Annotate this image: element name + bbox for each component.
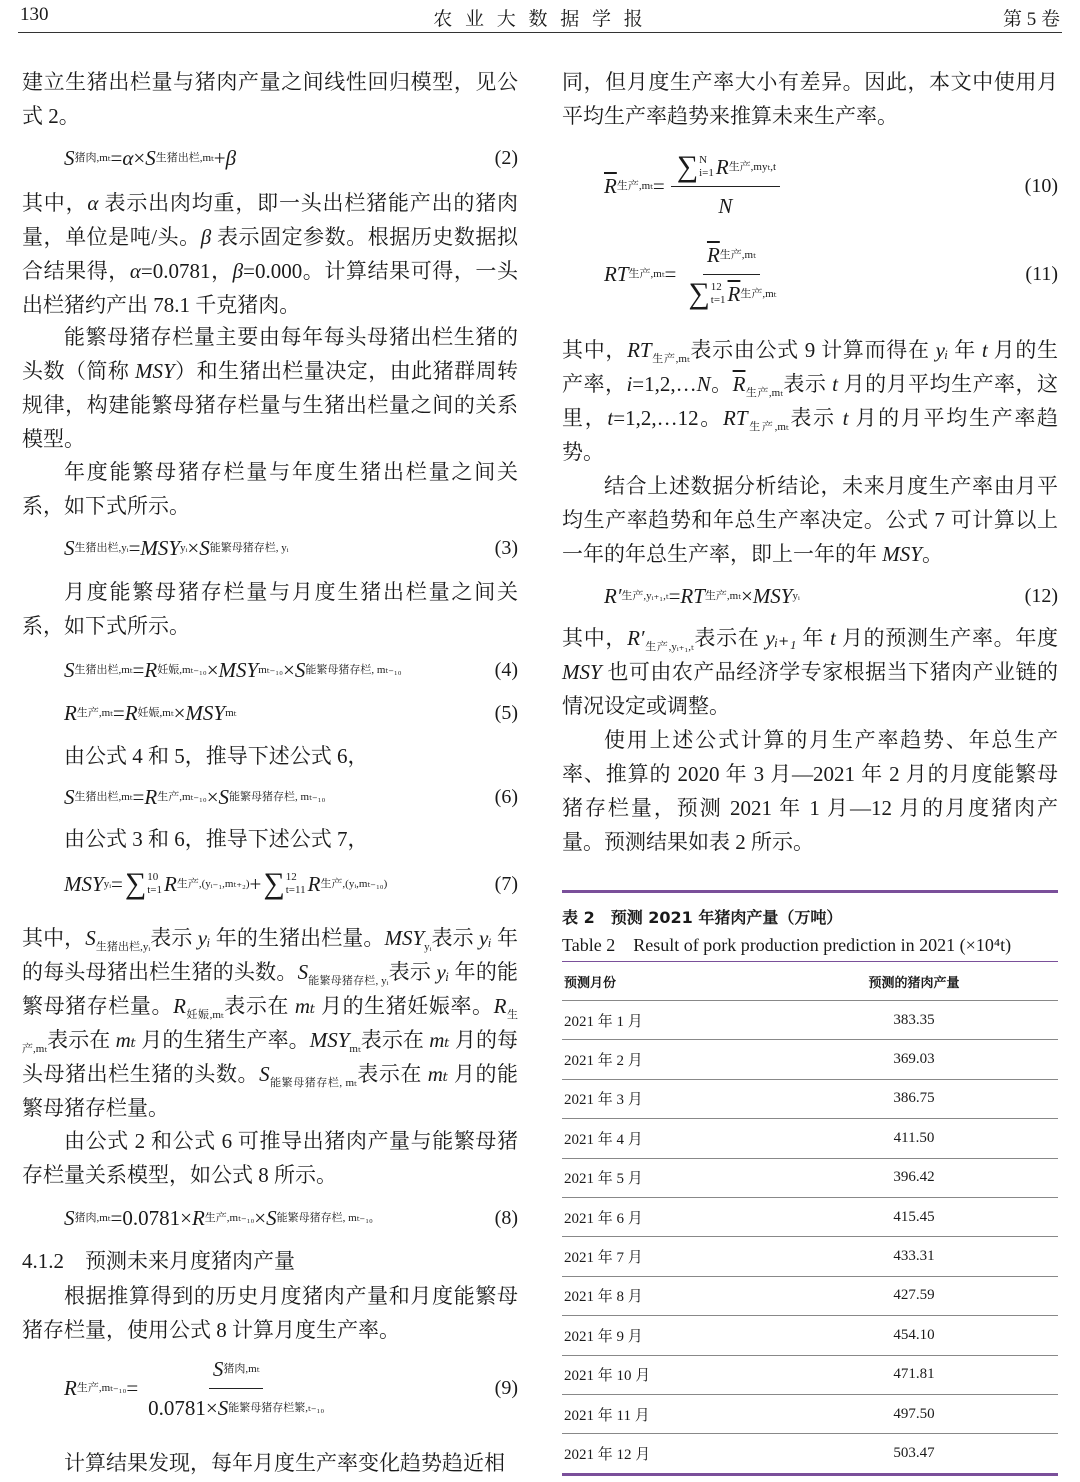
text-run: 其中， [562,626,628,650]
text-run: 0.0781× [148,1395,218,1420]
equation-body: R 生产,mₜ = R 妊娠,mₜ × MSY mₜ [64,696,236,730]
month-cell: 2021 年 5 月 [564,1171,643,1188]
text-run: 表示 [150,926,198,950]
equation-number: (7) [494,873,518,895]
math-symbol: β [225,146,237,170]
math-symbol: MSY [185,701,226,725]
equation-5 [22,693,518,733]
text-run: × [254,1206,267,1230]
production-cell: 396.42 [893,1169,935,1186]
math-symbol: S [212,1356,224,1381]
equation-11 [562,236,1058,312]
text-run: = [132,658,145,682]
table-row [562,1118,1058,1157]
text-run: × [187,536,200,560]
summation [263,869,305,899]
text-run: 年 [948,338,982,362]
math-symbol: MSY [64,872,104,896]
text-run: = [128,536,141,560]
text-run: 。 [921,542,943,566]
math-symbol: S [64,785,75,809]
text-run: 月度能繁母猪存栏量与月度生猪出栏量之间关系，如下式所示。 [22,580,518,638]
paragraph [22,1124,518,1192]
math-symbol: R [493,994,507,1018]
math-symbol: yᵢ₊₁ [765,626,797,650]
math-overbar-symbol: $\overline{R}$ [604,174,617,198]
text-run: 建立生猪出栏量与猪肉产量之间线性回归模型，见公式 2。 [22,70,518,128]
text-run: 。 [710,372,733,396]
table-row [562,1276,1058,1315]
lower-limit: t=1 [710,293,726,306]
math-symbol: MSY [882,542,922,566]
text-run: = [652,174,665,198]
math-subscript: 妊娠,mₜ [185,1009,224,1021]
math-symbol: β [200,225,212,249]
math-symbol: RT [723,406,748,430]
text-run: 年度能繁母猪存栏量与年度生猪出栏量之间关系，如下式所示。 [22,460,518,518]
math-symbol: α [129,259,141,283]
table-row [562,1433,1058,1472]
table-row [562,1394,1058,1433]
text-run: 年 [796,626,831,650]
math-symbol: RT [627,338,652,362]
math-symbol: R [173,994,186,1018]
text-run: 月的能繁母猪存栏量。 [22,1062,519,1120]
text-run: 表示在 [223,994,295,1018]
math-symbol: S [217,1395,229,1420]
math-symbol: α [87,191,99,215]
text-run: =0.0781× [110,1206,192,1230]
text-run: × [133,146,146,170]
text-run: 表示 [782,372,833,396]
math-symbol: R′ [604,584,622,608]
table-header-row [562,961,1058,1000]
math-symbol: R′ [627,626,645,650]
math-subscript: yᵢ [424,941,432,953]
equation-number: (11) [1025,263,1058,285]
math-symbol: N [718,193,733,218]
math-symbol: S [64,1206,75,1230]
production-cell: 427.59 [893,1287,935,1304]
table-row [562,1355,1058,1394]
production-cell: 433.31 [893,1248,935,1265]
math-symbol: R [124,701,138,725]
math-symbol: RT [604,262,629,286]
math-symbol: mₜ [429,1028,450,1052]
paragraph [562,469,1058,571]
text-run: 表示 [388,960,437,984]
table-bottom-rule [562,1473,1058,1476]
text-run: 月的生猪妊娠率。 [315,994,494,1018]
text-run: =0.0781， [140,259,233,283]
table-caption: 表 2 预测 2021 年猪肉产量（万吨） [562,908,843,927]
math-symbol: yᵢ [436,960,450,984]
text-run: =1,2,… [632,372,697,396]
text-run: 表示出肉均重，即一头出栏猪能产出的猪肉量，单位是吨/头。 [22,191,519,249]
summation-limits [286,871,306,897]
production-cell: 369.03 [893,1051,935,1068]
text-run: × [173,701,186,725]
math-symbol: S [294,658,306,682]
month-cell: 2021 年 10 月 [564,1368,651,1385]
math-symbol: R [144,658,158,682]
equation-9 [22,1352,518,1424]
math-symbol: R [64,1376,77,1400]
text-run: × [282,658,295,682]
lower-limit: t=1 [147,884,162,896]
text-run: 表示 [431,926,480,950]
production-cell: 471.81 [893,1366,935,1383]
month-cell: 2021 年 1 月 [564,1013,643,1030]
equation-10 [562,148,1058,224]
section-heading [22,1244,518,1278]
paragraph [562,333,1058,469]
paragraph [22,739,518,773]
text-run: 由公式 4 和 5，推导下述公式 6， [64,744,369,768]
math-subscript: 生产,mₜ [745,387,783,399]
math-symbol: MSY [140,536,181,560]
equation-6 [22,777,518,817]
page-number: 130 [20,4,49,25]
text-run: =1,2,…12。 [613,406,723,430]
table-row [562,1039,1058,1078]
production-cell: 454.10 [893,1326,935,1343]
math-symbol: S [85,926,96,950]
text-run: 年的生猪出栏量。 [210,926,385,950]
text-run: 也可由农产品经济学专家根据当下猪肉产业链的情况设定或调整。 [562,660,1058,718]
text-run: 年的能繁母猪存栏量。 [22,960,519,1018]
text-run: × [740,584,753,608]
text-run: 表示固定参数。根据历史数据拟合结果得， [22,225,518,283]
equation-number: (5) [494,702,518,724]
summation-limits [711,281,726,307]
upper-limit: 12 [710,280,722,293]
paragraph [22,186,518,322]
math-subscript: 生猪出栏,yᵢ [95,941,151,953]
text-run: 年的每头母猪出栏生猪的头数。 [22,926,519,984]
production-cell: 503.47 [893,1444,935,1461]
paragraph [22,455,518,523]
text-run: 4.1.2 预测未来月度猪肉产量 [22,1249,295,1273]
equation-7 [22,858,518,910]
math-symbol: R [191,1206,205,1230]
equation-number: (4) [494,659,518,681]
equation-body: MSY yᵢ = ∑ 10 t=1 R 生产,(yᵢ₋₁,mₜ₊₂) + ∑ 12 t=11 R 生产,(yᵢ,mₜ₋₁₀) [64,867,388,900]
table-row [562,1158,1058,1197]
math-subscript: 生产,mₜ [747,421,789,433]
math-symbol: R [715,154,729,179]
numerator: ∑ N i=1 R 生产,myₜ,t [671,150,780,187]
math-symbol: i [626,372,633,396]
upper-limit: 10 [147,871,159,883]
math-symbol: mₜ [294,994,316,1018]
production-cell: 411.50 [893,1129,935,1146]
math-symbol: yᵢ [479,926,492,950]
math-symbol: MSY [562,660,602,684]
math-symbol: N [696,372,711,396]
equation-number: (10) [1024,175,1058,197]
math-symbol: t [830,626,836,650]
text-run: ）和生猪出栏量决定，由此猪群周转规律，构建能繁母猪存栏量与生猪出栏量之间的关系模型。 [22,359,519,451]
production-cell: 386.75 [893,1090,935,1107]
numerator: S 猪肉,mₜ [209,1352,264,1389]
sigma-icon: ∑ [676,149,699,183]
production-cell: 415.45 [893,1208,935,1225]
text-run: 结合上述数据分析结论，未来月度生产率由月平均生产率趋势和年总生产率决定。公式 7 可计算以上一年的年总生产率，即上一年的年 [562,474,1058,566]
math-symbol: t [981,338,988,362]
math-symbol: S [218,785,230,809]
summation-limits [699,154,714,180]
text-run: × [206,785,219,809]
math-overbar-symbol: $\overline{R}$ [727,281,741,306]
lower-limit: i=1 [699,166,714,179]
equation-8 [22,1198,518,1238]
equation-body: $\overline{R}$ 生产,mₜ = ∑ N i=1 R 生产,myₜ,t N [604,150,786,223]
upper-limit: 12 [285,871,297,883]
math-symbol: yᵢ [197,926,211,950]
equation-body: S 猪肉,mₜ =0.0781× R 生产,mₜ₋₁₀ × S 能繁母猪存栏, mₜ₋₁₀ [64,1201,373,1235]
fraction [682,238,780,311]
text-run: 月的月平均生产率，这里， [562,372,1059,430]
math-symbol: S [297,960,309,984]
month-cell: 2021 年 6 月 [564,1210,643,1227]
paragraph [22,320,518,456]
sigma-icon: ∑ [263,867,285,900]
column-header-month: 预测月份 [564,975,617,991]
equation-body: S 生猪出栏,yᵢ = MSY yᵢ × S 能繁母猪存栏, yᵢ [64,531,289,565]
equation-number: (8) [494,1207,518,1229]
text-run: = [668,584,681,608]
summation-limits [147,871,162,897]
left-column [22,0,518,1482]
text-run: 月的每头母猪出栏生猪的头数。 [22,1028,519,1086]
math-symbol: MSY [135,359,175,383]
math-symbol: R [307,872,321,896]
text-run: × [206,658,219,682]
text-run: 能繁母猪存栏量主要由每年每头母猪出栏生猪的头数（简称 [22,325,518,383]
table-2 [562,890,1058,1476]
equation-body: S 生猪出栏,mₜ = R 生产,mₜ₋₁₀ × S 能繁母猪存栏, mₜ₋₁₀ [64,780,325,814]
math-subscript: 能繁母猪存栏, yᵢ [308,975,389,987]
text-run: 月的生产率， [562,338,1059,396]
month-cell: 2021 年 11 月 [564,1407,650,1424]
text-run: 由公式 2 和公式 6 可推导出猪肉产量与能繁母猪存栏量关系模型，如公式 8 所示。 [22,1129,518,1187]
math-symbol: MSY [309,1028,350,1052]
paragraph [562,621,1058,723]
paragraph [22,921,518,1125]
math-subscript: 生产,mₜ [651,353,690,365]
equation-number: (2) [494,147,518,169]
table-row [562,1079,1058,1118]
month-cell: 2021 年 7 月 [564,1250,643,1267]
fraction [144,1352,328,1425]
math-symbol: α [122,146,134,170]
math-symbol: yᵢ [935,338,949,362]
table-row [562,1000,1058,1039]
column-header-production: 预测的猪肉产量 [868,975,960,991]
math-symbol: RT [680,584,705,608]
math-overbar-symbol: $\overline{R}$ [706,242,720,267]
math-subscript: 能繁母猪存栏, mₜ [269,1077,357,1089]
equation-body: RT 生产,mₜ = $\overline{R}$ 生产,mₜ ∑ 12 t=1 $\overline{R}$ 生产,mₜ [604,238,786,311]
equation-number: (12) [1024,585,1058,607]
math-subscript: mₜ [349,1043,361,1055]
volume-label: 第 5 卷 [1002,9,1060,30]
table-caption-en: Table 2 Result of pork production prediction in 2021 (×10⁴t) [562,935,1012,955]
text-run: 表示在 [693,626,766,650]
text-run: 表示在 [47,1028,116,1052]
month-cell: 2021 年 8 月 [564,1289,643,1306]
math-symbol: S [259,1062,270,1086]
journal-title: 农 业 大 数 据 学 报 [433,9,647,30]
equation-body: R′ 生产,yᵢ₊₁,ₜ = RT 生产,mₜ × MSY yᵢ [604,579,800,613]
text-run: 计算结果发现，每年月度生产率变化趋势趋近相 [64,1451,505,1475]
math-overbar-symbol: $\overline{R}$ [732,372,746,396]
paragraph [562,723,1058,859]
summation [676,149,714,183]
paragraph [562,65,1058,133]
math-symbol: mₜ [115,1028,136,1052]
text-run: 根据推算得到的历史月度猪肉产量和月度能繁母猪存栏量，使用公式 8 计算月度生产率。 [22,1284,518,1342]
math-symbol: S [64,146,75,170]
equation-4 [22,650,518,690]
math-symbol: MSY [218,658,259,682]
text-run: = [132,785,145,809]
paragraph [22,575,518,643]
text-run: 使用上述公式计算的月生产率趋势、年总生产率、推算的 2020 年 3 月—2021 年 2 月的月度能繁母猪存栏量，预测 2021 年 1 月—12 月的月度猪肉产量。预测结果如表 2 所示。 [562,728,1058,854]
equation-12 [562,576,1058,616]
paragraph [22,822,518,856]
text-run: 月的预测生产率。年度 [835,626,1059,650]
equation-body: R 生产,mₜ₋₁₀ = S 猪肉,mₜ 0.0781× S 能繁母猪存栏繁,ₜ₋₁₀ [64,1352,334,1425]
math-symbol: mₜ [427,1062,449,1086]
equation-number: (9) [494,1377,518,1399]
paragraph [22,1279,518,1347]
text-run: 表示在 [360,1028,430,1052]
month-cell: 2021 年 12 月 [564,1446,651,1463]
denominator: 0.0781× S 能繁母猪存栏繁,ₜ₋₁₀ [144,1389,328,1425]
math-symbol: S [64,536,75,560]
lower-limit: t=11 [285,884,306,896]
math-symbol: β [232,259,244,283]
table-top-rule [562,890,1058,893]
text-run: =0.000。计算结果可得，一头出栏猪约产出 78.1 千克猪肉。 [22,259,519,317]
math-symbol: MSY [752,584,793,608]
month-cell: 2021 年 4 月 [564,1131,643,1148]
upper-limit: N [699,153,708,166]
math-symbol: S [145,146,156,170]
text-run: 其中， [22,191,88,215]
summation [125,869,162,899]
math-subscript: 生产,yᵢ₊₁,ₜ [644,641,694,653]
paragraph [22,1446,518,1480]
month-cell: 2021 年 2 月 [564,1053,643,1070]
text-run: 其中， [562,338,628,362]
text-run: + [249,872,262,896]
equation-body: S 生猪出栏,mₜ = R 妊娠,mₜ₋₁₀ × MSY mₜ₋₁₀ × S 能繁母猪存栏, mₜ₋₁₀ [64,653,402,687]
text-run: 表示由公式 9 计算而得在 [689,338,936,362]
math-symbol: S [199,536,210,560]
text-run: 由公式 3 和 6，推导下述公式 7， [64,827,369,851]
summation [688,276,726,310]
math-symbol: t [607,406,614,430]
math-subscript: 生产,mₜ [22,1009,519,1055]
sigma-icon: ∑ [688,276,710,310]
text-run: = [110,146,123,170]
text-run: 表示 [788,406,843,430]
math-symbol: t [842,406,849,430]
equation-number: (3) [494,537,518,559]
production-cell: 497.50 [893,1405,935,1422]
math-symbol: R [144,785,158,809]
text-run: = [111,872,123,896]
math-symbol: MSY [384,926,425,950]
text-run: 表示在 [356,1062,428,1086]
text-run: 同，但月度生产率大小有差异。因此，本文中使用月平均生产率趋势来推算未来生产率。 [562,70,1058,128]
math-symbol: S [64,658,75,682]
text-run: + [213,146,226,170]
fraction [671,150,780,223]
paragraph [22,65,518,133]
equation-number: (6) [494,786,518,808]
table-row [562,1197,1058,1236]
text-run: = [664,262,677,286]
text-run: = [112,701,125,725]
text-run: 其中， [22,926,86,950]
table-row [562,1236,1058,1275]
table-row [562,1315,1058,1354]
equation-3 [22,528,518,568]
math-symbol: R [64,701,77,725]
numerator: $\overline{R}$ 生产,mₜ [703,238,760,275]
equation-body: S 猪肉,mₜ = α × S 生猪出栏,mₜ + β [64,141,236,175]
math-symbol: R [164,872,177,896]
math-symbol: S [266,1206,277,1230]
equation-2 [22,138,518,178]
denominator: ∑ 12 t=1 $\overline{R}$ 生产,mₜ [688,276,777,310]
month-cell: 2021 年 9 月 [564,1328,643,1345]
text-run: = [126,1376,139,1400]
sigma-icon: ∑ [124,867,147,900]
denominator [714,187,736,223]
text-run: 月的生猪生产率。 [135,1028,310,1052]
math-symbol: t [832,372,838,396]
production-cell: 383.35 [893,1011,935,1028]
text-run: 月的月平均生产率趋势。 [562,406,1059,464]
month-cell: 2021 年 3 月 [564,1092,643,1109]
